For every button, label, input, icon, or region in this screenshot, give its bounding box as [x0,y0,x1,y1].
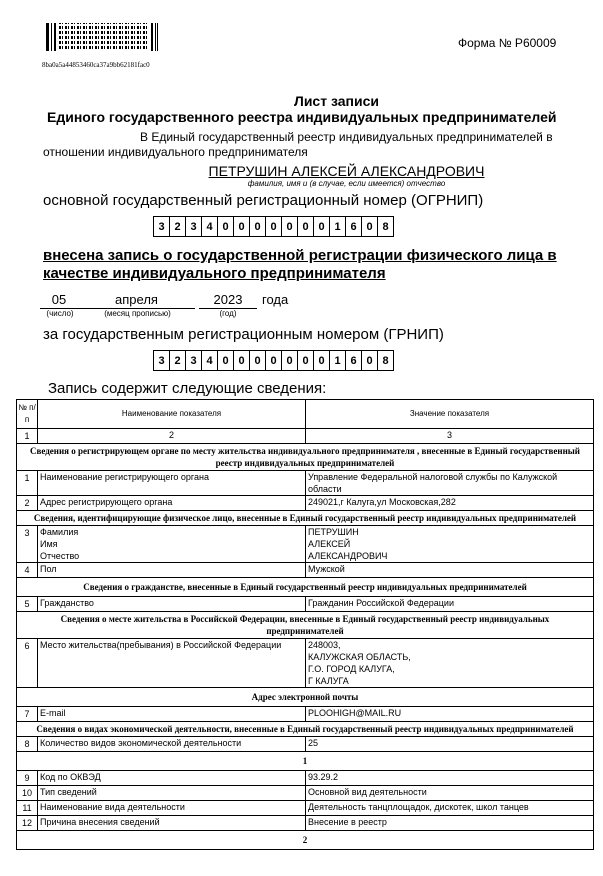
section-citizenship: Сведения о гражданстве, внесенные в Единый государственный реестр индивидуальных предпринимателей [17,578,594,597]
row-num: 8 [17,737,38,752]
digit-cell: 6 [346,351,362,370]
table-row [17,639,594,688]
intro-line-1: В Единый государственный реестр индивидуальных предпринимателей в [140,130,553,144]
digit-cell: 0 [250,217,266,236]
date-year-hint: (год) [219,309,237,318]
column-numbers-row [17,429,594,444]
row-num: 11 [17,801,38,816]
surname-value: ПЕТРУШИН [308,527,359,537]
digit-cell: 0 [266,351,282,370]
table-header-row [17,400,594,429]
row-value: 249021,г Калуга,ул Московская,282 [306,496,594,511]
row-num: 7 [17,707,38,722]
row-name: Тип сведений [38,786,306,801]
row-name: Количество видов экономической деятельности [38,737,306,752]
digit-cell: 2 [170,351,186,370]
grnip-digits [153,350,394,371]
city: Г КАЛУГА [308,676,349,686]
digit-cell: 0 [282,217,298,236]
digit-cell: 0 [218,351,234,370]
row-value: 25 [306,737,594,752]
digit-cell: 0 [298,217,314,236]
first-name-label: Имя [40,539,58,549]
form-number: Форма № Р60009 [458,36,557,50]
intro-line-2: отношении индивидуального предпринимателя [43,145,308,159]
row-num: 6 [17,639,38,688]
table-row [17,771,594,786]
header-value: Значение показателя [306,400,594,429]
section-row [17,831,594,850]
table-row [17,707,594,722]
row-name: Наименование регистрирующего органа [38,471,306,496]
row-value: Мужской [306,563,594,578]
barcode-image [46,23,158,51]
digit-cell: 4 [202,351,218,370]
digit-cell: 0 [314,351,330,370]
digit-cell: 3 [186,351,202,370]
row-value [306,639,594,688]
row-name: E-mail [38,707,306,722]
date-year: 2023 [199,292,257,309]
record-contents-label: Запись содержит следующие сведения: [48,380,327,397]
digit-cell: 6 [346,217,362,236]
table-row [17,526,594,563]
entry-statement: внесена запись о государственной регистрации физического лица в качестве индивидуального предпринимателя [43,247,557,282]
row-value: 93.29.2 [306,771,594,786]
person-name-hint: фамилия, имя и (в случае, если имеется) отчество [247,179,446,188]
table-row [17,737,594,752]
municipality: Г.О. ГОРОД КАЛУГА, [308,664,395,674]
section-row [17,511,594,526]
digit-cell: 4 [202,217,218,236]
row-value: Основной вид деятельности [306,786,594,801]
section-row [17,722,594,737]
digit-cell: 0 [362,351,378,370]
section-person-identification: Сведения, идентифицирующие физическое лицо, внесенные в Единый государственный реестр индивидуальных предпринимателей [17,511,594,526]
header-num: № п/п [17,400,38,429]
section-row [17,578,594,597]
surname-label: Фамилия [40,527,79,537]
row-num: 10 [17,786,38,801]
row-num: 2 [17,496,38,511]
date-day: 05 [40,292,78,309]
section-row [17,752,594,771]
row-value: Деятельность танцплощадок, дискотек, школ танцев [306,801,594,816]
first-name-value: АЛЕКСЕЙ [308,539,351,549]
row-name: Адрес регистрирующего органа [38,496,306,511]
row-value [306,526,594,563]
record-details-table [16,399,594,850]
digit-cell: 3 [186,217,202,236]
section-email: Адрес электронной почты [17,688,594,707]
section-registering-authority: Сведения о регистрирующем органе по месту жительства индивидуального предпринимателя , внесенные в Единый государственный реестр индивидуальных предпринимателей [17,444,594,471]
digit-cell: 8 [382,354,389,367]
postal-code: 248003, [308,640,341,650]
section-row [17,612,594,639]
section-economic-activity: Сведения о видах экономической деятельности, внесенные в Единый государственный реестр индивидуальных предпринимателей [17,722,594,737]
table-row [17,597,594,612]
row-name: Место жительства(пребывания) в Российской Федерации [38,639,306,688]
patronymic-label: Отчество [40,551,80,561]
ogrnip-digits [153,216,394,237]
document-title: Лист записи [294,93,379,109]
row-name [38,526,306,563]
section-residence: Сведения о месте жительства в Российской Федерации, внесенные в Единый государственный реестр индивидуальных предпринимателей [17,612,594,639]
row-num: 5 [17,597,38,612]
digit-cell: 0 [298,351,314,370]
section-row [17,688,594,707]
digit-cell: 1 [330,217,346,236]
row-name: Код по ОКВЭД [38,771,306,786]
digit-cell: 0 [266,217,282,236]
row-num: 4 [17,563,38,578]
table-row [17,471,594,496]
digit-cell: 0 [314,217,330,236]
section-row [17,444,594,471]
table-row [17,496,594,511]
patronymic-value: АЛЕКСАНДРОВИЧ [308,551,388,561]
table-row [17,563,594,578]
grnip-label: за государственным регистрационным номером (ГРНИП) [43,326,444,343]
row-value: Гражданин Российской Федерации [306,597,594,612]
section-activity-2: 2 [17,831,594,850]
barcode-code: 8ba0a5a44853460ca37a9bb62181fac0 [42,61,150,69]
row-num: 12 [17,816,38,831]
row-num: 1 [17,471,38,496]
row-name: Причина внесения сведений [38,816,306,831]
section-activity-1: 1 [17,752,594,771]
table-row [17,801,594,816]
digit-cell: 0 [234,217,250,236]
date-suffix: года [262,292,289,307]
date-month: апреля [78,292,195,309]
row-num: 3 [17,526,38,563]
header-name: Наименование показателя [38,400,306,429]
row-name: Наименование вида деятельности [38,801,306,816]
digit-cell: 8 [382,220,389,233]
digit-cell: 3 [154,217,170,236]
colnum-1: 1 [17,429,38,444]
person-full-name: ПЕТРУШИН АЛЕКСЕЙ АЛЕКСАНДРОВИЧ [208,163,485,179]
colnum-3: 3 [306,429,594,444]
date-month-hint: (месяц прописью) [104,309,171,318]
row-name: Пол [38,563,306,578]
region: КАЛУЖСКАЯ ОБЛАСТЬ, [308,652,411,662]
table-row [17,786,594,801]
row-value: Внесение в реестр [306,816,594,831]
digit-cell: 0 [218,217,234,236]
digit-cell: 0 [250,351,266,370]
ogrnip-label: основной государственный регистрационный номер (ОГРНИП) [43,192,484,209]
digit-cell: 2 [170,217,186,236]
row-num: 9 [17,771,38,786]
digit-cell: 0 [234,351,250,370]
date-day-hint: (число) [46,309,74,318]
digit-cell: 0 [282,351,298,370]
row-name: Гражданство [38,597,306,612]
digit-cell: 1 [330,351,346,370]
document-subtitle: Единого государственного реестра индивидуальных предпринимателей [47,109,557,125]
digit-cell: 3 [154,351,170,370]
colnum-2: 2 [38,429,306,444]
digit-cell: 0 [362,217,378,236]
row-value: Управление Федеральной налоговой службы по Калужской области [306,471,594,496]
row-value: PLOOHIGH@MAIL.RU [306,707,594,722]
table-row [17,816,594,831]
